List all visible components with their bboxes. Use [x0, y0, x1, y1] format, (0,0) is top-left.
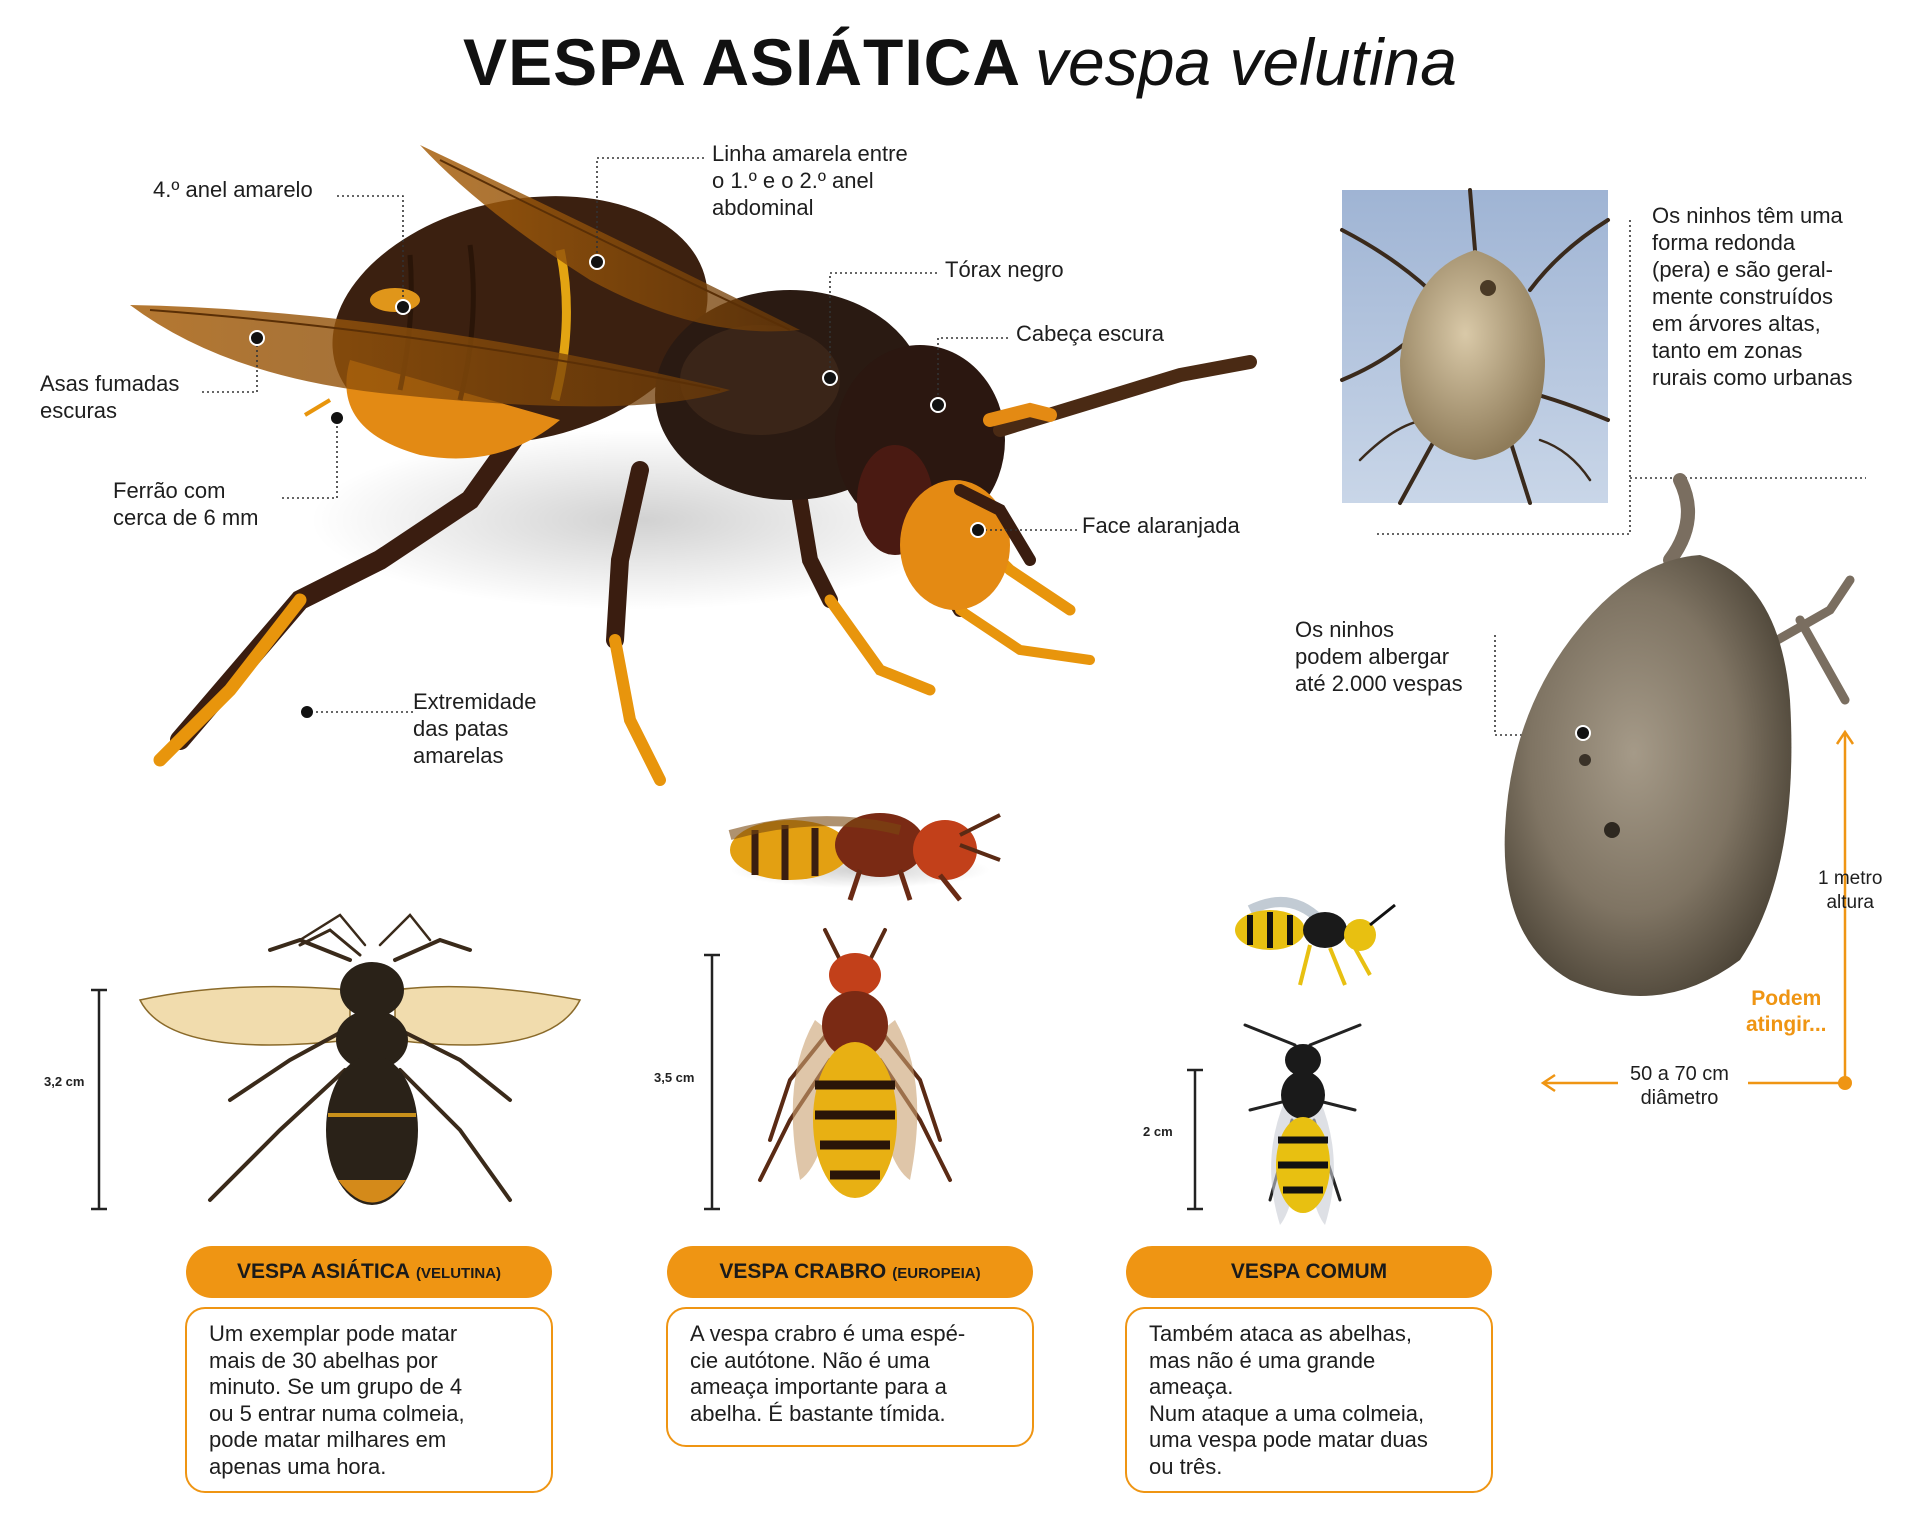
- nest-shape-l2: forma redonda: [1652, 230, 1796, 255]
- antenna-right: [1000, 362, 1250, 430]
- label-ring4: 4.º anel amarelo: [153, 177, 313, 202]
- leg-front-right-tip: [960, 610, 1090, 660]
- label-sting-l1: Ferrão com: [113, 478, 226, 503]
- nest-shape-l5: em árvores altas,: [1652, 311, 1821, 336]
- desc-common-l3: ameaça.: [1149, 1374, 1234, 1399]
- face: [900, 480, 1010, 610]
- marker-thorax: [823, 371, 837, 385]
- page-title: [0, 22, 1920, 102]
- desc-european-l3: ameaça importante para a: [690, 1374, 947, 1399]
- species-box-common: [1125, 1307, 1493, 1493]
- nest-hole: [1579, 754, 1591, 766]
- label-wings-l2: escuras: [40, 398, 118, 423]
- big-nest-illustration: [1505, 480, 1850, 996]
- nest-diameter-l2: diâmetro: [1640, 1087, 1719, 1109]
- marker-wings: [250, 331, 264, 345]
- desc-asian-l5: pode matar milhares em: [209, 1427, 447, 1452]
- species-pill-asian: [186, 1246, 552, 1298]
- nest-entrance: [1604, 822, 1620, 838]
- label-thorax: Tórax negro: [945, 257, 1064, 282]
- desc-common-l5: uma vespa pode matar duas: [1149, 1427, 1428, 1452]
- species-pill-common: [1126, 1246, 1492, 1298]
- label-wings-l1: Asas fumadas: [40, 371, 180, 396]
- nest-capacity-l2: podem albergar: [1295, 644, 1450, 669]
- main-hornet-illustration: [130, 145, 1250, 780]
- desc-european-l2: cie autótone. Não é uma: [690, 1347, 930, 1373]
- leg-front-left-tip: [830, 600, 930, 690]
- nest-height-text: [1818, 867, 1882, 915]
- nest-branch: [1670, 480, 1688, 560]
- desc-european-l1: A vespa crabro é uma espé-: [690, 1321, 966, 1346]
- nest-shape-l7: rurais como urbanas: [1652, 365, 1853, 390]
- desc-asian-l1: Um exemplar pode matar: [209, 1321, 458, 1346]
- nest-height-l2: altura: [1826, 892, 1874, 913]
- common-wasp-top-view: [1245, 1025, 1360, 1225]
- marker-yellow-line: [590, 255, 604, 269]
- nest-height-l1: 1 metro: [1818, 868, 1883, 889]
- nest-shape-l3: (pera) e são geral-: [1652, 257, 1833, 282]
- nest-capacity-text: [1295, 616, 1463, 697]
- nest-shape-l6: tanto em zonas: [1652, 338, 1803, 363]
- species-box-european: [666, 1307, 1034, 1447]
- species-name-asian: VESPA ASIÁTICA: [236, 1260, 411, 1283]
- nest-diameter-l1: 50 a 70 cm: [1630, 1063, 1729, 1085]
- title-main: VESPA ASIÁTICA: [463, 25, 1021, 99]
- dimension-origin-dot: [1838, 1076, 1852, 1090]
- abdomen-ring4: [370, 288, 420, 312]
- label-legs: [413, 688, 537, 769]
- marker-nest-capacity: [1576, 726, 1590, 740]
- desc-common-l2: mas não é uma grande: [1149, 1347, 1376, 1373]
- label-wings: [40, 370, 179, 424]
- desc-asian-l3: minuto. Se um grupo de 4: [209, 1374, 463, 1399]
- marker-ring4: [396, 300, 410, 314]
- desc-common-l6: ou três.: [1149, 1453, 1223, 1479]
- nest-diameter-text: [1630, 1062, 1729, 1110]
- label-sting: [113, 477, 259, 531]
- asian-hornet-top-view: [140, 915, 580, 1205]
- common-wasp-side-view: [1235, 902, 1395, 985]
- sting: [305, 400, 330, 415]
- size-label-common: 2 cm: [1143, 1124, 1173, 1139]
- species-pill-european: [667, 1246, 1033, 1298]
- nest-shape-text: [1652, 202, 1853, 391]
- label-legs-l3: amarelas: [413, 743, 504, 768]
- label-sting-l2: cerca de 6 mm: [113, 505, 259, 530]
- big-nest: [1505, 555, 1792, 996]
- nest-shape-l4: mente construídos: [1652, 284, 1833, 309]
- species-sub-european: (EUROPEIA): [892, 1265, 981, 1282]
- leg-mid-left-tip: [615, 640, 660, 780]
- desc-common-l1: Também ataca as abelhas,: [1149, 1321, 1412, 1346]
- marker-sting: [330, 411, 344, 425]
- species-box-asian: [185, 1307, 553, 1493]
- label-legs-l2: das patas: [413, 716, 509, 741]
- size-label-european: 3,5 cm: [654, 1070, 695, 1085]
- label-legs-l1: Extremidade: [413, 689, 537, 714]
- european-hornet-top-view: [760, 930, 950, 1198]
- desc-asian-l2: mais de 30 abelhas por: [209, 1347, 438, 1373]
- label-yellow-line-l2: o 1.º e o 2.º anel: [712, 168, 874, 193]
- size-label-asian: 3,2 cm: [44, 1074, 85, 1089]
- nest-capacity-l1: Os ninhos: [1295, 617, 1395, 642]
- label-face: Face alaranjada: [1082, 513, 1240, 538]
- nest-shape-l1: Os ninhos têm uma: [1652, 203, 1843, 228]
- label-yellow-line-l3: abdominal: [712, 195, 814, 220]
- label-yellow-line-l1: Linha amarela entre: [712, 141, 908, 166]
- desc-asian-l6: apenas uma hora.: [209, 1453, 387, 1479]
- nest-tree-photo: [1342, 190, 1608, 503]
- label-head: Cabeça escura: [1016, 321, 1164, 346]
- marker-face: [971, 523, 985, 537]
- nest-photo-hole: [1480, 280, 1496, 296]
- european-hornet-side-view: [730, 813, 1000, 900]
- nest-capacity-l3: até 2.000 vespas: [1295, 671, 1463, 696]
- desc-asian-l4: ou 5 entrar numa colmeia,: [209, 1400, 465, 1426]
- title-scientific: vespa velutina: [1035, 25, 1457, 99]
- marker-legs: [300, 705, 314, 719]
- nest-reach-l1: Podem: [1751, 987, 1822, 1010]
- desc-european-l4: abelha. É bastante tímida.: [690, 1400, 946, 1426]
- label-yellow-line: [712, 140, 908, 221]
- species-name-common: VESPA COMUM: [1230, 1260, 1388, 1283]
- antenna-right-base: [990, 410, 1050, 420]
- nest-reach-l2: atingir...: [1746, 1013, 1827, 1036]
- leg-back-left-tip: [160, 600, 300, 760]
- marker-head: [931, 398, 945, 412]
- species-name-european: VESPA CRABRO: [719, 1260, 887, 1283]
- species-sub-asian: (VELUTINA): [416, 1265, 502, 1282]
- thorax-highlight: [680, 325, 840, 435]
- desc-common-l4: Num ataque a uma colmeia,: [1149, 1400, 1425, 1426]
- nest-reach-text: [1746, 986, 1827, 1038]
